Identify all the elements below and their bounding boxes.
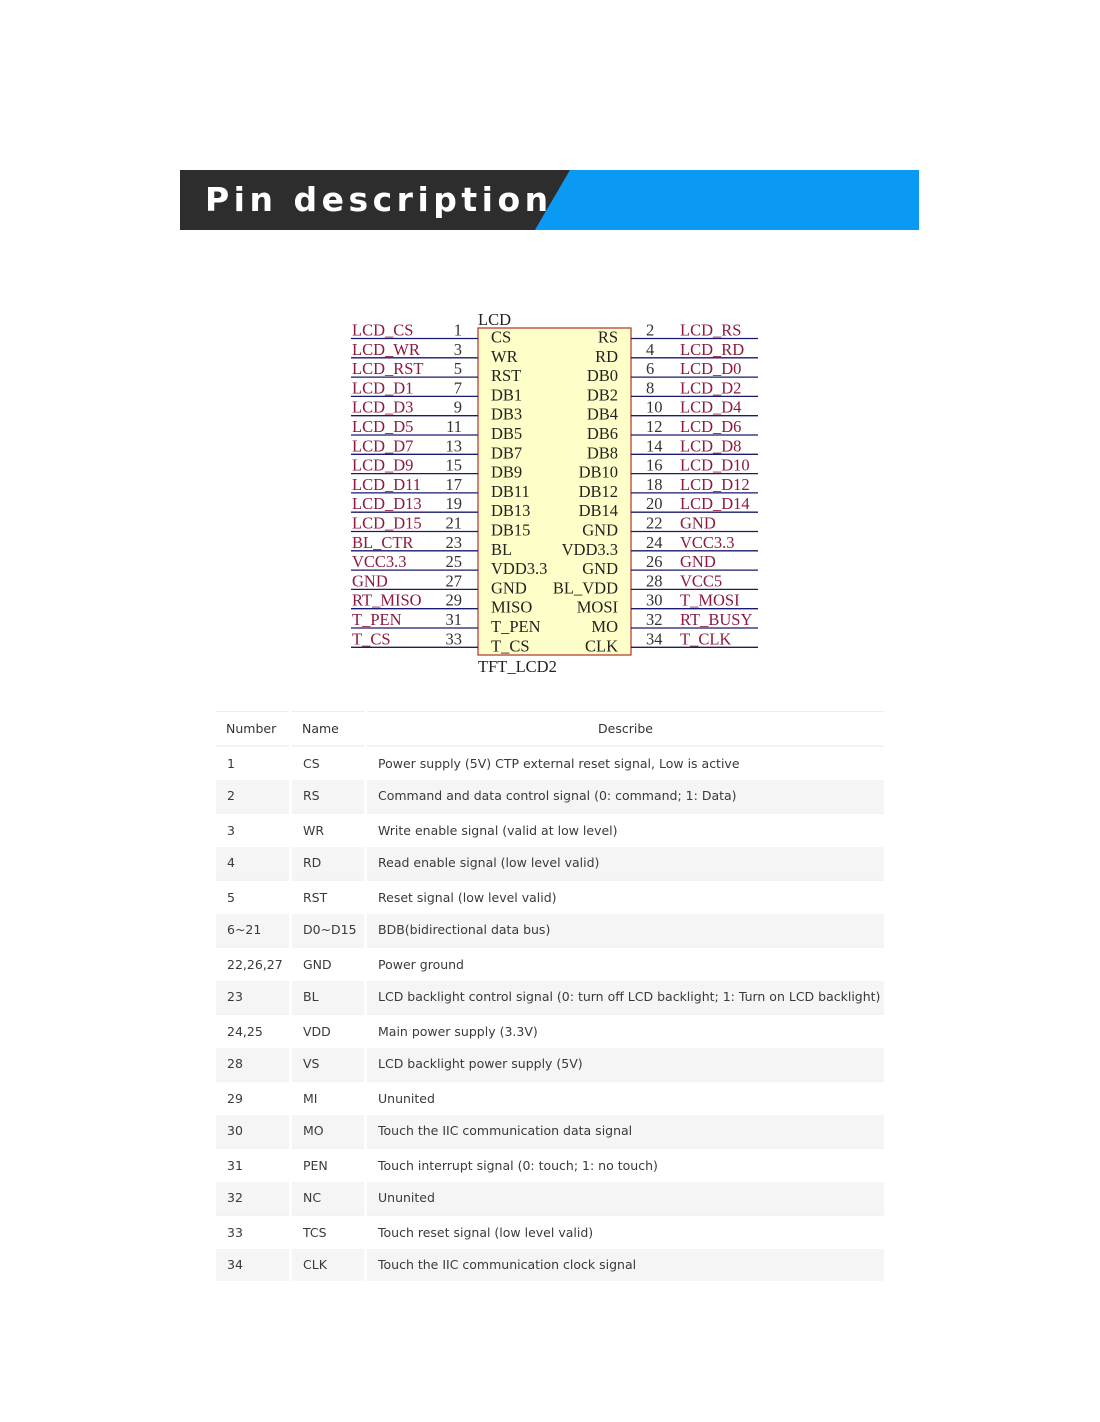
pin-number: 34	[646, 629, 663, 649]
pin-function-label: DB14	[578, 501, 618, 521]
cell-describe: Write enable signal (valid at low level)	[367, 812, 884, 847]
lcd-connector-schematic	[0, 0, 1100, 700]
pin-signal-label: GND	[680, 513, 716, 533]
pin-function-label: DB6	[586, 424, 618, 443]
cell-describe: Touch the IIC communication data signal	[367, 1115, 884, 1148]
pin-function-label: CLK	[585, 636, 618, 656]
cell-name: RST	[292, 879, 364, 914]
cell-number: 32	[216, 1182, 289, 1215]
cell-name: NC	[292, 1182, 364, 1215]
cell-number: 28	[216, 1048, 289, 1081]
pin-function-label: DB4	[586, 404, 618, 424]
pin-signal-label: LCD_D1	[352, 378, 414, 398]
pin-number: 1	[453, 320, 462, 340]
cell-name: TCS	[292, 1214, 364, 1249]
pin-signal-label: GND	[680, 552, 716, 572]
pin-signal-label: LCD_D11	[352, 474, 422, 494]
table-row	[216, 946, 884, 981]
pin-function-label: DB7	[491, 443, 523, 463]
pin-function-label: DB13	[491, 501, 531, 521]
pin-signal-label: VCC3.3	[352, 552, 407, 572]
pin-number: 18	[646, 474, 663, 494]
pin-function-label: T_PEN	[491, 617, 541, 636]
pin-number: 2	[646, 320, 655, 340]
cell-name: RD	[292, 847, 364, 880]
pin-function-label: DB2	[586, 385, 618, 405]
pin-number: 24	[646, 532, 663, 552]
pin-signal-label: LCD_RS	[680, 320, 742, 340]
pin-signal-label: LCD_D5	[352, 417, 414, 436]
pin-function-label: MISO	[491, 597, 533, 617]
pin-number: 5	[453, 359, 462, 379]
table-header-row	[216, 711, 884, 745]
pin-signal-label: BL_CTR	[352, 532, 414, 552]
cell-number: 30	[216, 1115, 289, 1148]
table-row	[216, 847, 884, 880]
pin-number: 32	[646, 610, 663, 629]
pin-number: 29	[445, 590, 462, 610]
pin-function-label: VDD3.3	[561, 539, 618, 559]
table-row	[216, 1115, 884, 1148]
cell-number: 5	[216, 879, 289, 914]
header-describe: Describe	[367, 711, 884, 745]
header-name: Name	[292, 711, 364, 745]
pin-number: 27	[445, 571, 462, 591]
cell-describe: Command and data control signal (0: command; 1: Data)	[367, 780, 884, 813]
table-row	[216, 1013, 884, 1048]
pin-number: 10	[646, 397, 663, 417]
pin-number: 6	[646, 359, 655, 379]
pin-signal-label: T_PEN	[352, 610, 402, 629]
pin-function-label: DB0	[586, 366, 618, 386]
pin-number: 28	[646, 571, 663, 591]
pin-function-label: MOSI	[576, 597, 618, 617]
cell-describe: Touch reset signal (low level valid)	[367, 1214, 884, 1249]
pin-signal-label: LCD_D9	[352, 455, 414, 475]
pin-number: 22	[646, 513, 663, 533]
pin-number: 13	[445, 436, 462, 456]
pin-signal-label: LCD_D13	[352, 494, 422, 514]
pin-number: 17	[445, 474, 462, 494]
cell-describe: LCD backlight power supply (5V)	[367, 1048, 884, 1081]
pin-signal-label: LCD_D3	[352, 397, 414, 417]
component-designator: LCD	[478, 310, 511, 329]
pin-function-label: DB9	[491, 462, 523, 482]
pin-function-label: DB3	[491, 404, 523, 424]
cell-name: VS	[292, 1048, 364, 1081]
cell-describe: Power ground	[367, 946, 884, 981]
cell-name: CLK	[292, 1249, 364, 1282]
cell-name: MI	[292, 1080, 364, 1115]
pin-number: 33	[445, 629, 462, 649]
pin-number: 16	[646, 455, 663, 475]
pin-function-label: CS	[491, 327, 512, 347]
pin-number: 21	[445, 513, 462, 533]
cell-number: 4	[216, 847, 289, 880]
pin-number: 8	[646, 378, 655, 398]
pin-number: 31	[445, 610, 462, 629]
component-part-name: TFT_LCD2	[478, 657, 557, 676]
cell-name: CS	[292, 745, 364, 780]
table-row	[216, 1080, 884, 1115]
pin-number: 26	[646, 552, 663, 572]
table-row	[216, 879, 884, 914]
pin-signal-label: LCD_D0	[680, 359, 742, 379]
pin-signal-label: LCD_D6	[680, 417, 742, 436]
pin-number: 9	[453, 397, 462, 417]
pin-signal-label: LCD_D14	[680, 494, 750, 514]
pin-function-label: GND	[582, 559, 618, 579]
pin-function-label: RST	[491, 366, 522, 386]
cell-describe: Touch the IIC communication clock signal	[367, 1249, 884, 1282]
pin-number: 30	[646, 590, 663, 610]
pin-function-label: VDD3.3	[491, 559, 548, 579]
cell-describe: LCD backlight control signal (0: turn off LCD backlight; 1: Turn on LCD backlight)	[367, 981, 884, 1014]
banner-title: Pin description	[205, 180, 553, 219]
cell-name: VDD	[292, 1013, 364, 1048]
pin-signal-label: LCD_RD	[680, 339, 745, 359]
pin-function-label: DB12	[578, 481, 618, 501]
pin-signal-label: LCD_D8	[680, 436, 742, 456]
pin-function-label: DB11	[491, 481, 530, 501]
pin-signal-label: VCC5	[680, 571, 723, 591]
pin-signal-label: T_CS	[352, 629, 391, 649]
table-row	[216, 1182, 884, 1215]
pin-signal-label: LCD_D4	[680, 397, 742, 417]
pin-signal-label: LCD_RST	[352, 359, 424, 379]
cell-number: 6~21	[216, 914, 289, 947]
cell-number: 2	[216, 780, 289, 813]
cell-number: 34	[216, 1249, 289, 1282]
pin-number: 7	[453, 378, 462, 398]
cell-describe: BDB(bidirectional data bus)	[367, 914, 884, 947]
pin-number: 14	[646, 436, 663, 456]
pin-function-label: MO	[591, 617, 618, 636]
cell-number: 33	[216, 1214, 289, 1249]
cell-name: GND	[292, 946, 364, 981]
pin-signal-label: RT_BUSY	[680, 610, 753, 629]
pin-function-label: DB15	[491, 520, 531, 540]
cell-describe: Read enable signal (low level valid)	[367, 847, 884, 880]
table-row	[216, 780, 884, 813]
cell-number: 1	[216, 745, 289, 780]
pin-signal-label: LCD_D2	[680, 378, 742, 398]
pin-function-label: WR	[491, 346, 518, 366]
pin-number: 4	[646, 339, 655, 359]
pin-function-label: DB1	[491, 385, 523, 405]
pin-signal-label: VCC3.3	[680, 532, 735, 552]
cell-number: 22,26,27	[216, 946, 289, 981]
cell-number: 31	[216, 1147, 289, 1182]
pin-function-label: RD	[595, 346, 618, 366]
pin-signal-label: T_CLK	[680, 629, 732, 649]
pin-signal-label: T_MOSI	[680, 590, 740, 610]
cell-describe: Reset signal (low level valid)	[367, 879, 884, 914]
cell-describe: Main power supply (3.3V)	[367, 1013, 884, 1048]
pin-number: 23	[445, 532, 462, 552]
pin-signal-label: LCD_D15	[352, 513, 422, 533]
pin-function-label: RS	[597, 327, 618, 347]
table-row	[216, 1214, 884, 1249]
pin-function-label: BL	[491, 539, 513, 559]
pin-signal-label: LCD_D7	[352, 436, 414, 456]
table-row	[216, 981, 884, 1014]
pin-function-label: DB5	[491, 424, 523, 443]
cell-name: RS	[292, 780, 364, 813]
pin-signal-label: LCD_WR	[352, 339, 420, 359]
cell-name: MO	[292, 1115, 364, 1148]
cell-number: 3	[216, 812, 289, 847]
pin-number: 12	[646, 417, 663, 436]
pin-signal-label: GND	[352, 571, 388, 591]
cell-describe: Touch interrupt signal (0: touch; 1: no touch)	[367, 1147, 884, 1182]
pin-signal-label: LCD_CS	[352, 320, 414, 340]
pin-number: 15	[445, 455, 462, 475]
pin-function-label: DB10	[578, 462, 618, 482]
cell-number: 23	[216, 981, 289, 1014]
pin-number: 3	[453, 339, 462, 359]
table-body	[216, 745, 884, 1281]
header-number: Number	[216, 711, 289, 745]
pin-function-label: DB8	[586, 443, 618, 463]
cell-number: 24,25	[216, 1013, 289, 1048]
table-row	[216, 1147, 884, 1182]
pin-number: 25	[445, 552, 462, 572]
table-row	[216, 1048, 884, 1081]
pin-function-label: T_CS	[491, 636, 530, 656]
cell-name: WR	[292, 812, 364, 847]
table-row	[216, 1249, 884, 1282]
pin-number: 20	[646, 494, 663, 514]
cell-describe: Power supply (5V) CTP external reset signal, Low is active	[367, 745, 884, 780]
cell-name: D0~D15	[292, 914, 364, 947]
cell-name: BL	[292, 981, 364, 1014]
cell-describe: Ununited	[367, 1080, 884, 1115]
pin-number: 19	[445, 494, 462, 514]
table-row	[216, 812, 884, 847]
cell-describe: Ununited	[367, 1182, 884, 1215]
table-row	[216, 745, 884, 780]
pin-function-label: GND	[491, 578, 527, 598]
pin-signal-label: RT_MISO	[352, 590, 422, 610]
pin-signal-label: LCD_D12	[680, 474, 750, 494]
pin-table	[213, 711, 887, 1281]
pin-signal-label: LCD_D10	[680, 455, 750, 475]
cell-name: PEN	[292, 1147, 364, 1182]
table-row	[216, 914, 884, 947]
cell-number: 29	[216, 1080, 289, 1115]
pin-number: 11	[446, 417, 462, 436]
pin-function-label: GND	[582, 520, 618, 540]
pin-function-label: BL_VDD	[552, 578, 618, 598]
